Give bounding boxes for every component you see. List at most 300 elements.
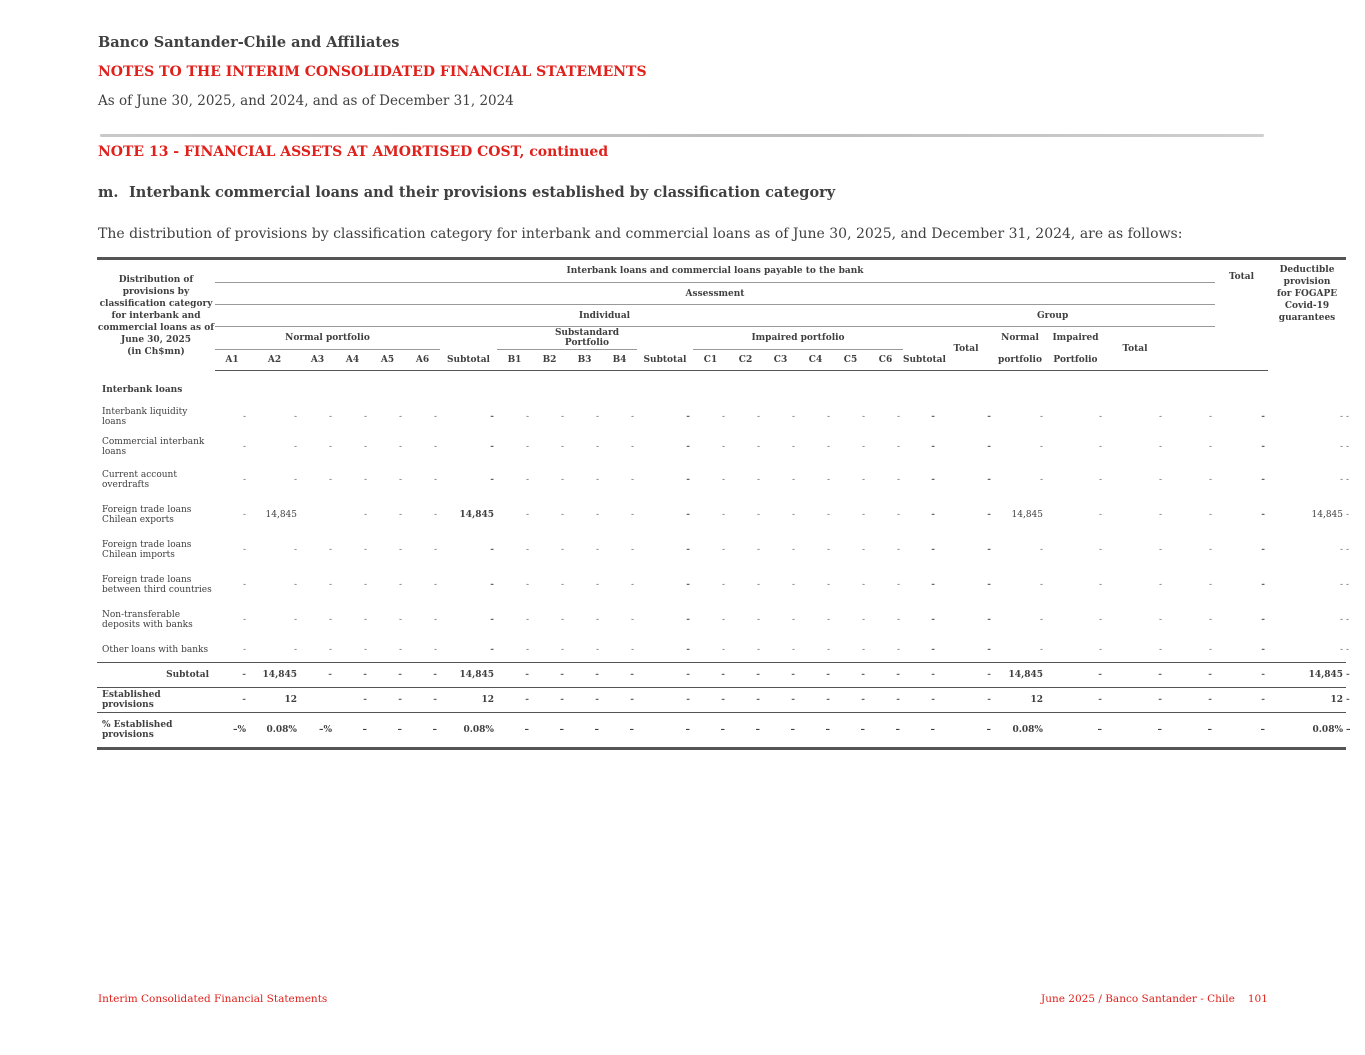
cell: - (826, 579, 830, 590)
cell: - (987, 412, 991, 422)
cell: - (931, 412, 935, 422)
row-label-line: Non-transferable (102, 609, 181, 620)
cell: - (433, 509, 437, 520)
cell: - (1339, 579, 1344, 590)
cell: - (1158, 474, 1162, 485)
header-assessment: Assessment (215, 283, 1215, 305)
cell: - (560, 614, 564, 625)
header-group-normal: Normal (1001, 333, 1039, 344)
cell: - (931, 614, 935, 625)
cell (300, 497, 335, 532)
corner-line: June 30, 2025 (120, 335, 192, 345)
cell: – (903, 713, 938, 749)
corner-line: (in Ch$mn) (127, 347, 185, 357)
cell (300, 688, 335, 713)
cell: - (1039, 614, 1043, 625)
deductible-line: for FOGAPE (1276, 289, 1338, 299)
cell: - (1158, 412, 1162, 422)
cell: - (328, 412, 332, 422)
cell: - (363, 412, 367, 422)
cell: - (1039, 544, 1043, 555)
cell: – (1046, 713, 1105, 749)
header-group-impaired: Impaired (1052, 333, 1099, 344)
cell: - (686, 474, 690, 485)
row-label-line: loans (102, 417, 127, 427)
cell: - (433, 441, 437, 452)
col-substandard-subtotal: Subtotal (637, 350, 693, 371)
cell: - (728, 688, 763, 713)
cell: 14,845 (249, 663, 300, 688)
row-label (97, 688, 215, 713)
cell: - (398, 441, 402, 452)
header-impaired-portfolio: Impaired portfolio (693, 327, 903, 350)
cell: - (293, 614, 297, 625)
cell: - (328, 544, 332, 555)
cell: - (525, 614, 529, 625)
cell: - (791, 614, 795, 625)
cell: - (931, 644, 935, 655)
corner-line: for interbank and (111, 311, 201, 321)
header-individual-total: Total (938, 327, 994, 371)
cell: - (1339, 544, 1344, 555)
cell: - (686, 614, 690, 625)
cell: - (861, 441, 865, 452)
cell: - (1158, 579, 1162, 590)
cell: - (938, 688, 994, 713)
cell: - (1098, 509, 1102, 520)
cell: - (525, 544, 529, 555)
row-label (97, 567, 215, 602)
notes-title: NOTES TO THE INTERIM CONSOLIDATED FINANCIAL STATEMENTS (98, 64, 647, 80)
row-label-line: Interbank liquidity (102, 407, 188, 417)
cell: - (903, 688, 938, 713)
col-b3: B3 (567, 350, 602, 371)
cell: - (595, 579, 599, 590)
cell: - (826, 474, 830, 485)
cell: - (242, 579, 246, 590)
row-label-line: Foreign trade loans (102, 574, 192, 585)
table-row: Foreign trade loans between third countries - - - - - - - - - - - - - - - - - - - - - - - - - - - (97, 567, 1346, 602)
footer-left: Interim Consolidated Financial Statements (98, 993, 328, 1005)
cell: - (1339, 441, 1344, 452)
cell: - (987, 441, 991, 452)
cell: - (826, 544, 830, 555)
corner-line: Distribution of (118, 275, 194, 285)
col-a4: A4 (335, 350, 370, 371)
cell: - (328, 474, 332, 485)
table-row: Current account overdrafts - - - - - - - - - - - - - - - - - - - - - - - - - - - (97, 462, 1346, 497)
cell: 0.08% (249, 713, 300, 749)
deductible-line: Covid-19 (1284, 301, 1330, 311)
cell: - (686, 644, 690, 655)
row-label-line: Foreign trade loans (102, 504, 192, 515)
cell: - (433, 474, 437, 485)
cell: - (363, 544, 367, 555)
corner-line: commercial loans as of (97, 323, 215, 333)
cell: - (595, 509, 599, 520)
cell: - (532, 688, 567, 713)
cell: - (532, 663, 567, 688)
row-label-line: deposits with banks (102, 619, 193, 630)
row-label (97, 403, 215, 431)
cell: - (242, 544, 246, 555)
cell: - (595, 544, 599, 555)
row-label-line: Chilean imports (102, 549, 175, 560)
cell: - (756, 614, 760, 625)
row-label-line: overdrafts (102, 479, 150, 490)
cell: - (1339, 614, 1344, 625)
cell: - (370, 663, 405, 688)
cell: - (1105, 663, 1165, 688)
cell: – (868, 713, 903, 749)
cell: - (896, 441, 900, 452)
cell: - (637, 688, 693, 713)
corner-header (97, 259, 215, 371)
cell: - (560, 544, 564, 555)
cell: - (630, 474, 634, 485)
cell: - (721, 509, 725, 520)
cell: 14,845 (1268, 663, 1346, 688)
cell: - (630, 544, 634, 555)
cell: - (791, 644, 795, 655)
cell: - (433, 544, 437, 555)
cell: - (1208, 644, 1213, 655)
cell: - (1039, 412, 1043, 422)
cell: - (826, 441, 830, 452)
cell: - (1208, 614, 1213, 625)
row-label-line: between third countries (102, 584, 212, 595)
cell: - (335, 663, 370, 688)
cell: – (1215, 713, 1268, 749)
cell: - (293, 644, 297, 655)
cell: - (791, 509, 795, 520)
cell: - (1098, 474, 1102, 485)
cell: - (595, 412, 599, 422)
cell: - (630, 579, 634, 590)
cell: - (861, 544, 865, 555)
cell: - (398, 509, 402, 520)
cell: - (560, 644, 564, 655)
cell: – (763, 713, 798, 749)
cell: - (525, 474, 529, 485)
cell: - (215, 688, 249, 713)
cell: - (1261, 579, 1266, 590)
cell: - (215, 663, 249, 688)
cell: - (335, 688, 370, 713)
cell: - (1098, 441, 1102, 452)
cell: - (328, 441, 332, 452)
cell: - (896, 644, 900, 655)
row-label-line: provisions (102, 730, 154, 740)
cell: - (931, 474, 935, 485)
cell: - (896, 544, 900, 555)
cell: - (560, 579, 564, 590)
row-label-line: Current account (102, 469, 177, 480)
provisions-table (97, 257, 1351, 750)
cell: - (242, 509, 246, 520)
cell: - (861, 509, 865, 520)
cell: - (756, 644, 760, 655)
cell: - (987, 509, 991, 520)
cell: - (1261, 644, 1266, 655)
cell: - (560, 509, 564, 520)
cell: - (1261, 614, 1266, 625)
footer-report: June 2025 / Banco Santander - Chile (1041, 993, 1235, 1005)
col-c1: C1 (693, 350, 728, 371)
table-row: Commercial interbank loans - - - - - - - - - - - - - - - - - - - - - - - - - - - (97, 431, 1346, 462)
cell: - (1261, 441, 1266, 452)
cell: - (363, 614, 367, 625)
cell: –% (300, 713, 335, 749)
cell: - (293, 474, 297, 485)
cell: - (363, 474, 367, 485)
cell: – (335, 713, 370, 749)
cell: - (1208, 412, 1213, 422)
cell: - (686, 509, 690, 520)
percent-row: % Established provisions –% 0.08% –% – – – 0.08% – – – – – – – – – – – – – 0.08% – – – – 0.08% – (97, 713, 1346, 749)
table-row: Foreign trade loans Chilean imports - - - - - - - - - - - - - - - - - - - - - - - - - - - (97, 532, 1346, 567)
corner-line: provisions by (122, 287, 190, 297)
cell: 14,845 (459, 509, 494, 520)
cell: - (833, 688, 868, 713)
cell: - (567, 663, 602, 688)
col-a2: A2 (249, 350, 300, 371)
cell: - (490, 474, 494, 485)
section-title: Interbank commercial loans and their provisions established by classification category (129, 184, 836, 201)
cell: - (1165, 663, 1215, 688)
cell: - (1158, 644, 1162, 655)
col-a1: A1 (215, 350, 249, 371)
row-label (97, 462, 215, 497)
cell: – (637, 713, 693, 749)
cell: - (370, 688, 405, 713)
cell: - (1215, 688, 1268, 713)
cell: - (826, 644, 830, 655)
cell: - (560, 412, 564, 422)
row-label-line: Commercial interbank (102, 436, 205, 447)
header-group: Group (994, 305, 1215, 327)
cell: - (861, 614, 865, 625)
cell: - (398, 544, 402, 555)
cell: - (363, 579, 367, 590)
cell: - (433, 579, 437, 590)
cell: - (630, 441, 634, 452)
row-label (97, 663, 215, 688)
section-label: Interbank loans (102, 385, 183, 395)
table-row: Non-transferable deposits with banks - - - - - - - - - - - - - - - - - - - - - - - - - - - (97, 602, 1346, 637)
cell: - (595, 474, 599, 485)
cell: 0.08% (1268, 713, 1346, 749)
cell: – (833, 713, 868, 749)
cell: - (931, 509, 935, 520)
row-label-line: Foreign trade loans (102, 539, 192, 550)
cell: 12 (440, 688, 497, 713)
cell: - (242, 644, 246, 655)
cell: - (560, 474, 564, 485)
cell: – (1165, 713, 1215, 749)
cell: - (861, 644, 865, 655)
table-row: Foreign trade loans Chilean exports - 14,845 - - - 14,845 - - - - - - - - - - - - - 14,845 - - - - 14,845 - (97, 497, 1346, 532)
cell: - (896, 412, 900, 422)
cell: - (630, 644, 634, 655)
corner-line: classification category (99, 299, 213, 309)
col-normal-subtotal: Subtotal (440, 350, 497, 371)
cell: - (763, 663, 798, 688)
cell: - (868, 688, 903, 713)
cell: - (1046, 688, 1105, 713)
cell: - (721, 614, 725, 625)
cell: - (1039, 644, 1043, 655)
cell: - (490, 644, 494, 655)
col-a3: A3 (300, 350, 335, 371)
cell: - (693, 688, 728, 713)
cell: - (1208, 441, 1213, 452)
cell: - (1261, 412, 1266, 422)
cell: - (1098, 579, 1102, 590)
cell: - (560, 441, 564, 452)
col-b1: B1 (497, 350, 532, 371)
cell: - (433, 644, 437, 655)
cell: - (791, 579, 795, 590)
header-substandard-portfolio: Substandard Portfolio (497, 327, 637, 350)
cell: 14,845 (1011, 509, 1043, 520)
row-label-line: Established provisions (102, 690, 161, 710)
col-c2: C2 (728, 350, 763, 371)
cell: - (525, 644, 529, 655)
cell: - (931, 441, 935, 452)
cell: - (861, 474, 865, 485)
cell: - (756, 544, 760, 555)
cell: - (490, 544, 494, 555)
cell: - (826, 412, 830, 422)
cell: 14,845 (265, 509, 297, 520)
cell: - (987, 544, 991, 555)
cell: - (433, 412, 437, 422)
cell: - (938, 663, 994, 688)
cell: - (791, 544, 795, 555)
cell: - (721, 474, 725, 485)
row-label (97, 532, 215, 567)
cell: - (693, 663, 728, 688)
header-interbank-loans: Interbank loans and commercial loans payable to the bank (215, 259, 1215, 283)
cell: - (1208, 579, 1213, 590)
cell: - (756, 579, 760, 590)
cell: - (1039, 579, 1043, 590)
cell: 0.08% (440, 713, 497, 749)
cell: - (1098, 412, 1102, 422)
row-label (97, 602, 215, 637)
col-c6: C6 (868, 350, 903, 371)
cell: - (1261, 474, 1266, 485)
intro-paragraph: The distribution of provisions by classification category for interbank and commercial loans as of June 30, 2025, and December 31, 2024, are as follows: (98, 226, 1183, 242)
cell: - (756, 412, 760, 422)
header-individual: Individual (215, 305, 994, 327)
cell: - (756, 474, 760, 485)
cell: - (328, 644, 332, 655)
provisions-row: Established provisions - 12 - - - 12 - - - - - - - - - - - - - 12 - - - - 12 - (97, 688, 1346, 713)
cell: – (567, 713, 602, 749)
header-total: Total (1215, 259, 1268, 350)
cell: 14,845 (1311, 509, 1344, 520)
cell: - (363, 509, 367, 520)
col-c4: C4 (798, 350, 833, 371)
cell: - (721, 544, 725, 555)
cell: - (791, 441, 795, 452)
footer-right (1041, 993, 1268, 1005)
cell: - (490, 579, 494, 590)
row-label-line: % Established (102, 720, 173, 730)
cell: - (826, 509, 830, 520)
cell: - (595, 441, 599, 452)
header-group-total: Total (1105, 327, 1165, 371)
cell: – (693, 713, 728, 749)
row-label-line: Other loans with banks (102, 644, 209, 655)
header-divider (100, 134, 1264, 137)
section-heading (98, 184, 835, 201)
cell: - (242, 614, 246, 625)
cell: - (987, 644, 991, 655)
cell: - (433, 614, 437, 625)
cell: - (602, 688, 637, 713)
cell: - (1208, 474, 1213, 485)
cell: - (791, 412, 795, 422)
cell: - (686, 412, 690, 422)
cell: - (293, 441, 297, 452)
cell: - (826, 614, 830, 625)
cell: – (532, 713, 567, 749)
cell: - (1339, 644, 1344, 655)
cell: - (1046, 663, 1105, 688)
row-label-line: loans (102, 446, 127, 457)
cell: 14,845 (994, 663, 1046, 688)
cell: - (896, 614, 900, 625)
cell: - (630, 412, 634, 422)
cell: - (763, 688, 798, 713)
cell: 12 (1268, 688, 1346, 713)
cell: - (1261, 509, 1266, 520)
cell: - (525, 509, 529, 520)
cell: - (1105, 688, 1165, 713)
cell: - (398, 412, 402, 422)
cell: - (987, 614, 991, 625)
cell: - (405, 688, 440, 713)
row-label (97, 431, 215, 462)
cell: – (728, 713, 763, 749)
cell: - (363, 441, 367, 452)
as-of-date: As of June 30, 2025, and 2024, and as of December 31, 2024 (98, 93, 514, 109)
cell: - (630, 614, 634, 625)
cell: - (293, 544, 297, 555)
col-group-impaired-2: Portfolio (1046, 350, 1105, 371)
cell: - (398, 614, 402, 625)
cell: - (861, 412, 865, 422)
cell: - (293, 579, 297, 590)
cell: - (1098, 614, 1102, 625)
cell: - (328, 579, 332, 590)
cell: - (903, 663, 938, 688)
cell: - (1339, 474, 1344, 485)
cell: - (721, 441, 725, 452)
row-label (97, 637, 215, 663)
cell: - (398, 644, 402, 655)
cell: - (497, 663, 532, 688)
cell: – (497, 713, 532, 749)
cell: – (938, 713, 994, 749)
header-normal-portfolio: Normal portfolio (215, 327, 440, 350)
row-label (97, 713, 215, 749)
cell: - (490, 614, 494, 625)
col-b4: B4 (602, 350, 637, 371)
